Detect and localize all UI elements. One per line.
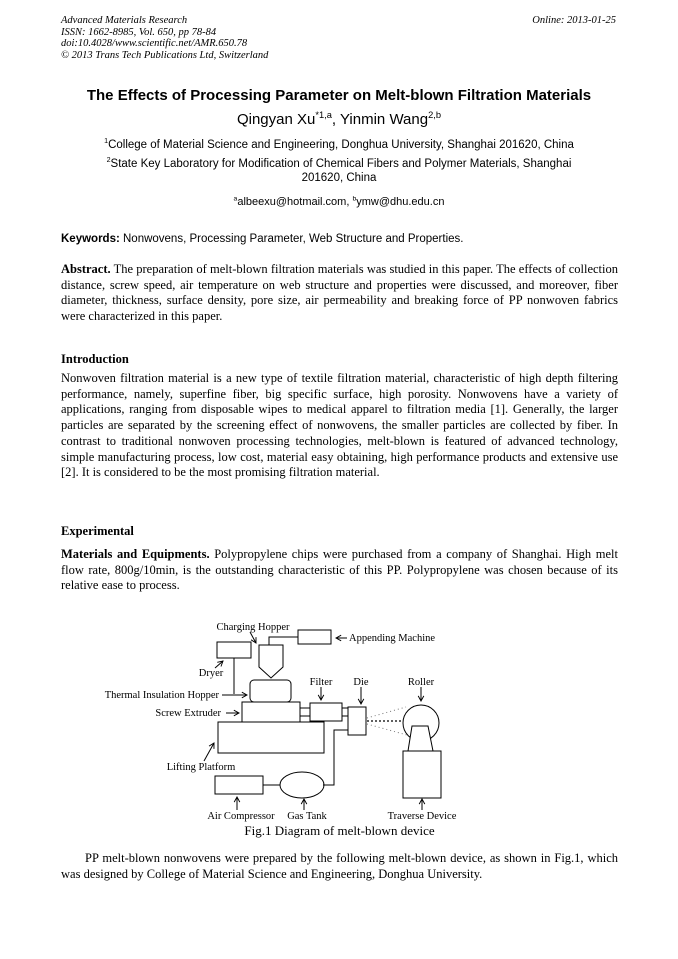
experimental-heading: Experimental [61,524,134,538]
charging-hopper-arrow [250,632,256,643]
thermal-insulation-hopper-label: Thermal Insulation Hopper [104,690,219,701]
abstract-paragraph [61,262,618,325]
appending-machine-box [298,630,331,644]
lifting-platform-arrow [204,743,214,761]
materials-text: Polypropylene chips were purchased from a company of Shanghai. High melt flow rate, 800g/10min, is the outstanding characteristic of this PP. Polypropylene was chosen because of its relative ease to process. [61,547,618,593]
appending-machine-label: Appending Machine [349,633,436,644]
author-line [0,111,678,128]
charging-hopper-shape [259,645,283,678]
journal-name: Advanced Materials Research [61,15,188,26]
doi-line: doi:10.4028/www.scientific.net/AMR.650.78 [61,38,248,50]
journal-header-left [61,15,268,61]
author-1: Qingyan Xu [236,111,316,128]
roller-label: Roller [407,677,435,688]
introduction-heading: Introduction [61,352,129,366]
appending-machine-feed-line [269,637,298,645]
issn-line: ISSN: 1662-8985, Vol. 650, pp 78-84 [61,26,217,38]
traverse-device-box [403,751,441,798]
figure-diagram [100,615,580,825]
keywords-line [61,232,618,248]
email-b: ymw@dhu.edu.cn [356,196,445,208]
affiliation-1 [0,139,678,151]
author-1-superscript: *1,a [315,110,332,120]
abstract-label: Abstract. [61,262,111,276]
lifting-platform-label: Lifting Platform [166,762,236,773]
gas-pipe-line [323,730,348,785]
copyright-line: © 2013 Trans Tech Publications Ltd, Switzerland [61,49,269,61]
email-a-superscript: a [233,195,238,203]
air-compressor-label: Air Compressor [207,811,275,822]
affiliation-2-text-line2: 201620, China [301,171,377,184]
filter-box [310,703,342,721]
spray-line-lower [367,724,407,735]
journal-header [61,15,616,61]
introduction-paragraph: Nonwoven filtration material is a new type of textile filtration material, characteristic of high depth filtering performance, namely, superfine fiber, big specific surface, high porosity. Nonwovens have a variety of applications, ranging from disposable wipes to medical apparel to filtration media [1]. Generally, the larger particles are separated by the screening effect of nonwovens, the smaller particles are collected by fiber. In contrast to traditional nonwoven processing technologies, melt-blown is featured of advanced technology, simple manufacturing process, low cost, material easy obtaining, high performance products and extensive use [2]. It is considered to be the most promising filtration material. [61,371,618,480]
author-separator: , [331,111,340,128]
lifting-platform-box [218,722,324,753]
keywords-text: Nonwovens, Processing Parameter, Web Structure and Properties. [119,233,464,245]
materials-paragraph [61,547,618,594]
gas-tank-shape [280,772,324,798]
email-separator: , [346,196,353,208]
author-2-superscript: 2,b [428,110,442,120]
author-2: Yinmin Wang [339,111,429,128]
traverse-device-label: Traverse Device [387,811,457,822]
screw-extruder-label: Screw Extruder [155,708,221,719]
filter-label: Filter [309,677,333,688]
roller-stand-shape [408,726,433,751]
abstract-text: The preparation of melt-blown filtration materials was studied in this paper. The effects of collection distance, screw speed, air temperature on web structure and properties were discussed, and moreover, fiber diameter, thickness, surface density, pore size, air permeability and breaking force of PP nonwoven fabrics were characterized in this paper. [61,262,618,324]
affiliation-1-text: College of Material Science and Engineering, Donghua University, Shanghai 201620, China [108,139,574,151]
charging-hopper-label: Charging Hopper [216,622,290,633]
paper-title: The Effects of Processing Parameter on Melt-blown Filtration Materials [86,87,592,104]
extruder-filter-connector [300,708,310,716]
dryer-arrow [215,661,223,668]
air-compressor-box [215,776,263,794]
affiliation-2-superscript: 2 [106,156,111,165]
figure-caption: Fig.1 Diagram of melt-blown device [244,823,435,838]
closing-paragraph: PP melt-blown nonwovens were prepared by the following melt-blown device, as shown in Fig.1, which was designed by College of Material Science and Engineering, Donghua University. [61,851,618,881]
affiliation-1-superscript: 1 [104,137,109,146]
email-line [0,196,678,208]
screw-extruder-box [242,702,300,722]
dryer-box [217,642,251,658]
die-box [348,707,366,735]
email-b-superscript: b [352,195,357,203]
die-label: Die [353,677,369,688]
materials-label: Materials and Equipments. [61,547,210,561]
affiliation-2-text-line1: State Key Laboratory for Modification of Chemical Fibers and Polymer Materials, Shanghai [110,158,572,170]
affiliation-2 [0,158,678,185]
email-a: albeexu@hotmail.com [237,196,347,208]
dryer-label: Dryer [198,668,224,679]
gas-tank-label: Gas Tank [287,811,327,822]
thermal-insulation-hopper-shape [250,680,291,702]
keywords-label: Keywords: [61,233,120,245]
spray-line-upper [367,707,406,718]
filter-die-connector [342,708,348,716]
online-date: Online: 2013-01-25 [532,15,616,26]
